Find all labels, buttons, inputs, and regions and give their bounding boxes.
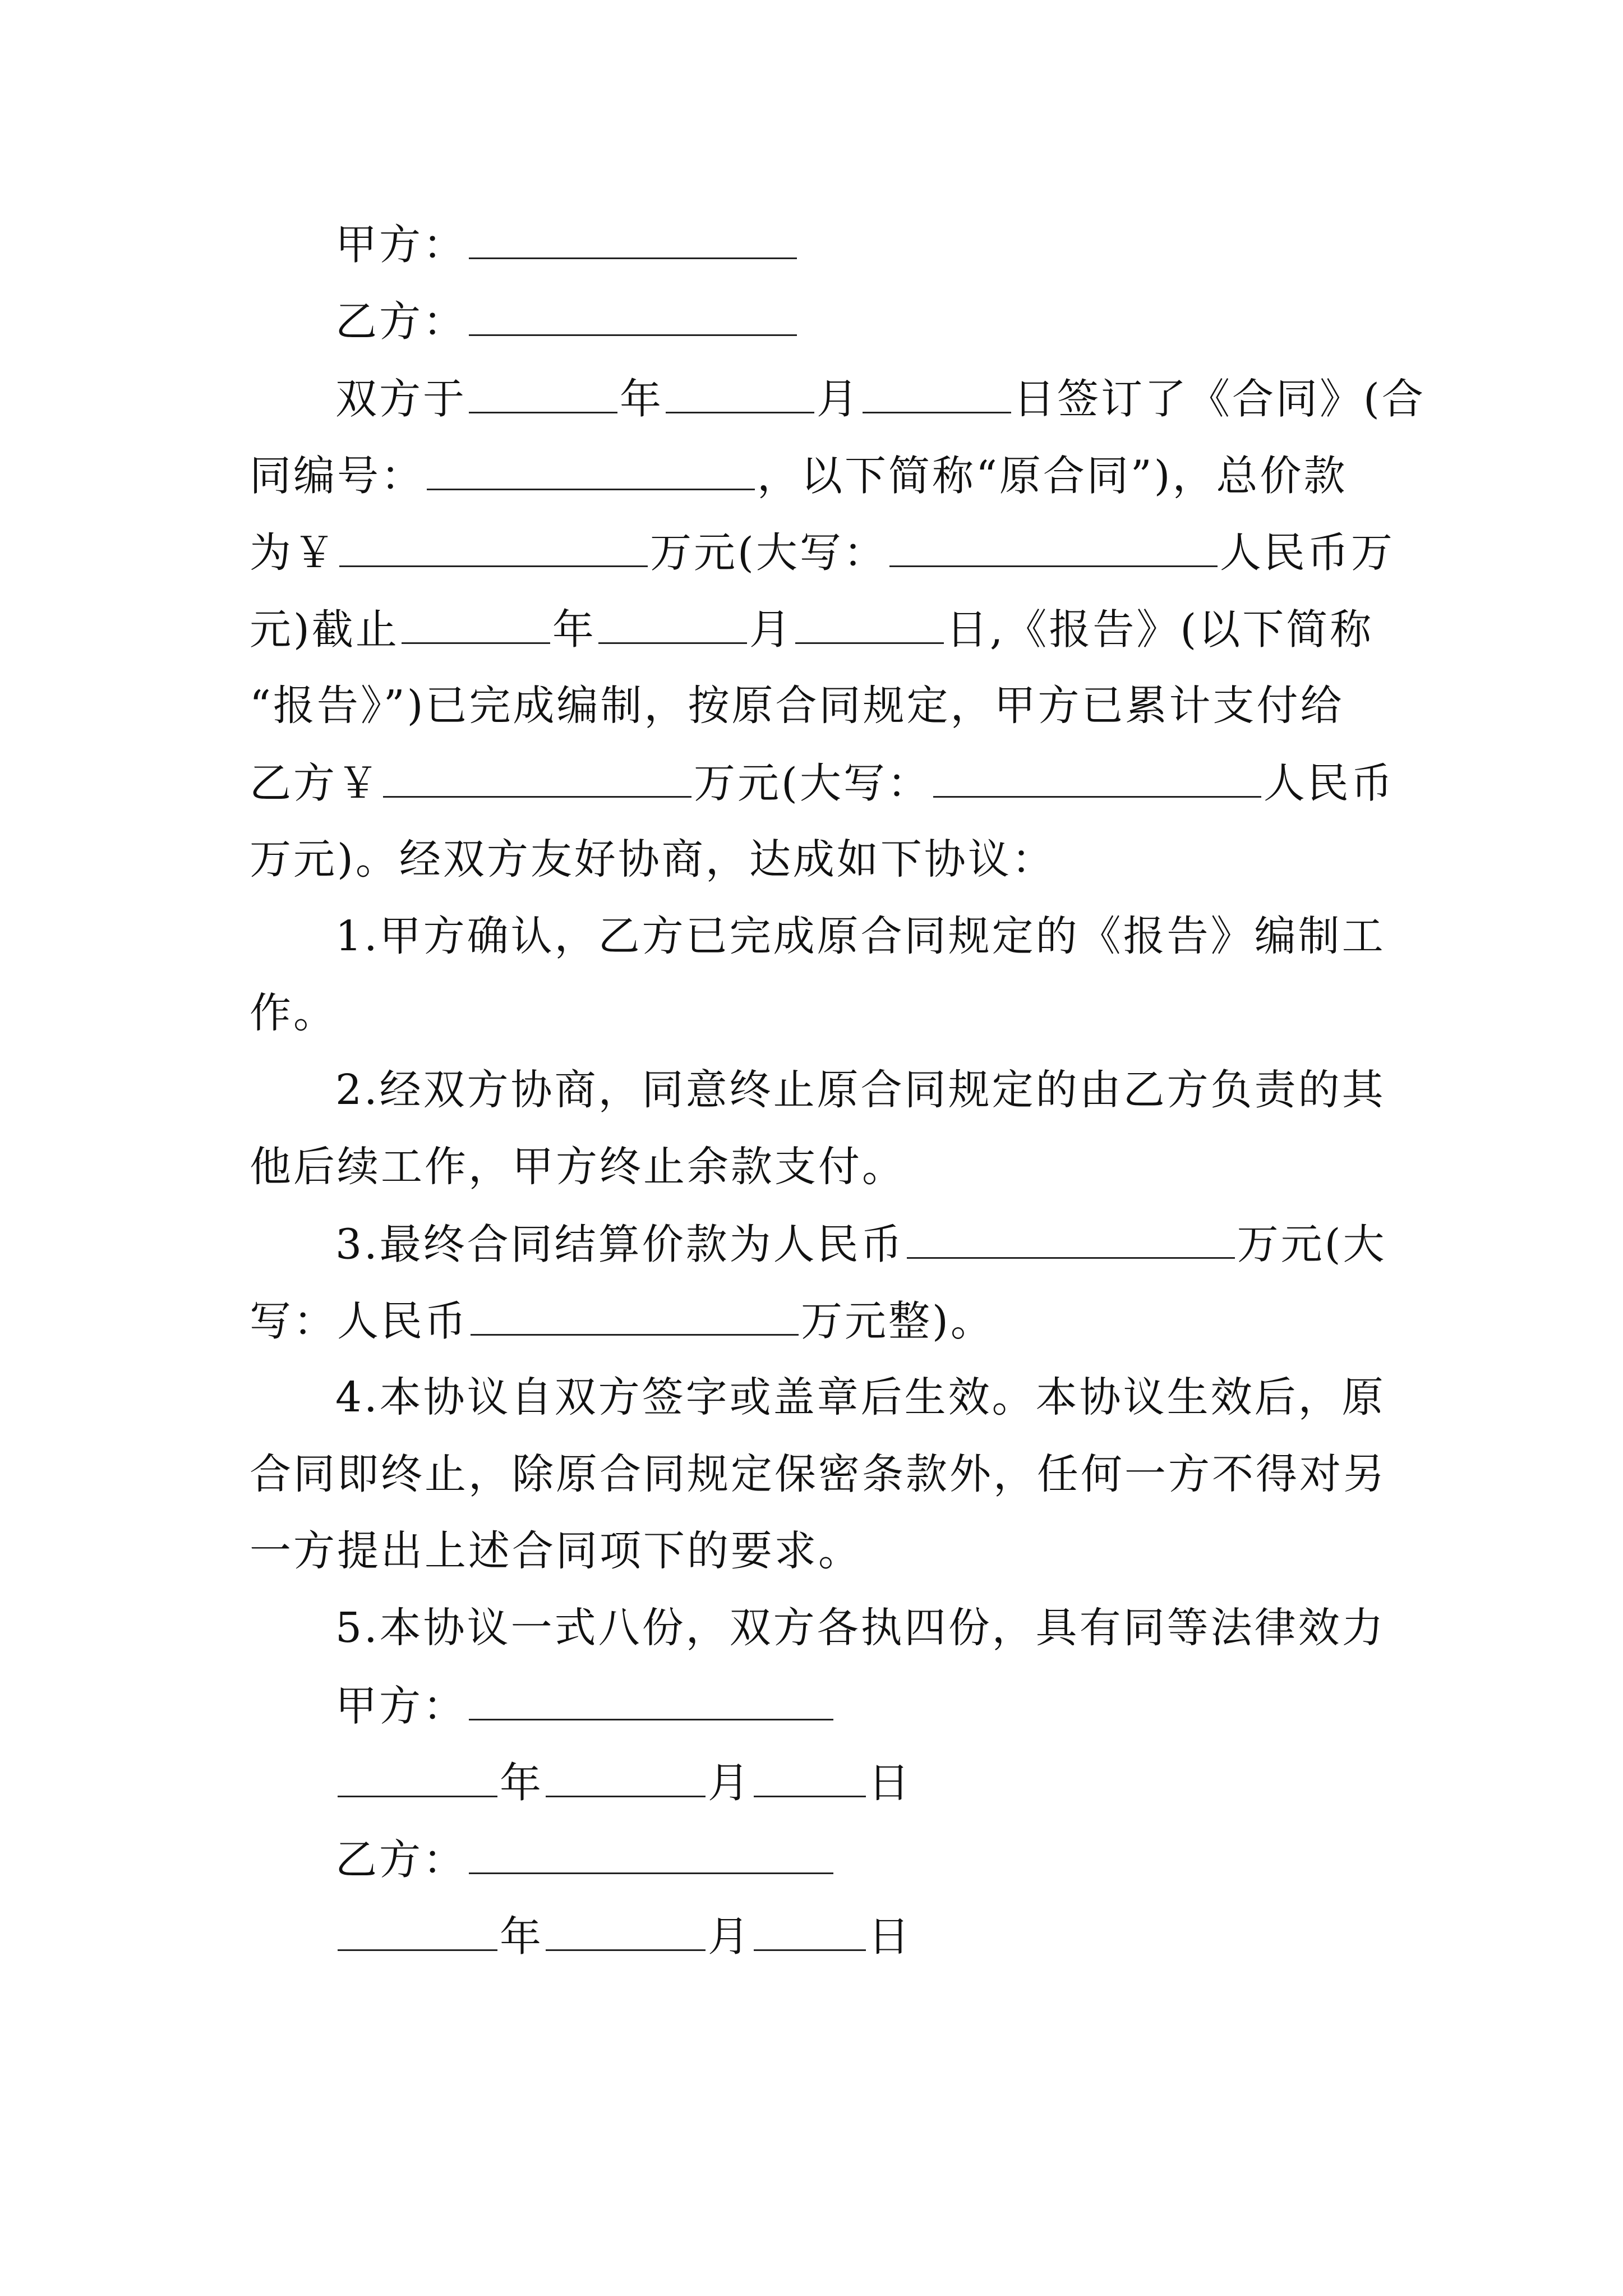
text: 一方提出上述合同项下的要求。 (250, 1527, 862, 1575)
text: 月 (708, 1759, 751, 1807)
text: “报告》”)已完成编制，按原合同规定，甲方已累计支付给 (250, 682, 1344, 730)
clause-1-line-1 (335, 912, 1386, 960)
text: 月 (817, 375, 860, 424)
body-line-6 (250, 759, 1395, 808)
signature-party-b (335, 1835, 836, 1884)
text: 双方于 (335, 375, 467, 424)
month-blank (546, 1915, 706, 1951)
text: 万元)。经双方友好协商，达成如下协议： (250, 835, 1055, 884)
day-blank (754, 1915, 866, 1951)
text: 人民币万 (1219, 528, 1395, 577)
final-amount-words-blank (471, 1300, 799, 1336)
body-line-5 (250, 682, 1344, 730)
text: 万元整)。 (801, 1297, 994, 1346)
clause-4-line-2 (250, 1450, 1387, 1498)
text: 作。 (250, 989, 337, 1037)
paid-amount-words-blank (933, 762, 1261, 798)
text: 年 (500, 1759, 543, 1807)
text: 乙方￥ (250, 759, 381, 808)
text: 万元(大写： (650, 528, 887, 577)
text: 月 (749, 605, 793, 654)
year-blank (469, 378, 617, 413)
paid-amount-blank (383, 762, 691, 798)
clause-2-line-2 (250, 1143, 906, 1191)
clause-2-line-1 (335, 1066, 1386, 1114)
signature-party-a-label: 甲方： (335, 1682, 467, 1731)
clause-1-line-2 (250, 989, 337, 1037)
total-amount-blank (339, 531, 648, 567)
party-b-label: 乙方： (335, 297, 467, 346)
party-a-label: 甲方： (335, 220, 467, 269)
clause-5-line-1 (335, 1604, 1386, 1652)
text: 他后续工作，甲方终止余款支付。 (250, 1143, 906, 1191)
party-a-blank (469, 223, 797, 259)
text: 人民币 (1263, 759, 1395, 808)
party-b-blank (469, 300, 797, 336)
text: 月 (708, 1912, 751, 1961)
party-a-line (335, 220, 799, 269)
text: 年 (552, 605, 596, 654)
body-line-1 (335, 375, 1426, 424)
month-blank (598, 608, 747, 644)
signature-party-a (335, 1682, 836, 1731)
text: 写：人民币 (250, 1297, 468, 1346)
text: ，以下简称“原合同”)，总价款 (757, 452, 1348, 500)
month-blank (546, 1761, 706, 1797)
text: 万元(大写： (694, 759, 931, 808)
text: 万元(大 (1237, 1220, 1387, 1269)
text: 年 (620, 375, 663, 424)
year-blank (338, 1761, 497, 1797)
month-blank (666, 378, 814, 413)
contract-number-blank (427, 454, 755, 490)
text: 为￥ (250, 528, 337, 577)
signature-party-a-date (335, 1759, 912, 1807)
text: 2.经双方协商，同意终止原合同规定的由乙方负责的其 (335, 1066, 1386, 1114)
clause-4-line-1 (335, 1373, 1386, 1421)
text: 1.甲方确认，乙方已完成原合同规定的《报告》编制工 (335, 912, 1386, 960)
year-blank (338, 1915, 497, 1951)
body-line-4 (250, 605, 1374, 654)
text: 3.最终合同结算价款为人民币 (335, 1220, 905, 1269)
text: 日 (868, 1759, 912, 1807)
text: 合同即终止，除原合同规定保密条款外，任何一方不得对另 (250, 1450, 1387, 1498)
day-blank (795, 608, 944, 644)
clause-3-line-1 (335, 1220, 1387, 1269)
text: 日签订了《合同》(合 (1013, 375, 1426, 424)
clause-3-line-2 (250, 1297, 994, 1346)
day-blank (863, 378, 1011, 413)
day-blank (754, 1761, 866, 1797)
text: 日,《报告》(以下简称 (946, 605, 1374, 654)
signature-party-a-blank (469, 1685, 833, 1720)
text: 元)截止 (250, 605, 399, 654)
final-amount-blank (907, 1223, 1235, 1259)
signature-party-b-date (335, 1912, 912, 1961)
year-blank (402, 608, 550, 644)
text: 5.本协议一式八份，双方各执四份，具有同等法律效力 (335, 1604, 1386, 1652)
party-b-line (335, 297, 799, 346)
signature-party-b-label: 乙方： (335, 1835, 467, 1884)
text: 年 (500, 1912, 543, 1961)
total-amount-words-blank (889, 531, 1218, 567)
body-line-7 (250, 835, 1055, 884)
body-line-2 (250, 452, 1348, 500)
text: 同编号： (250, 452, 425, 500)
body-line-3 (250, 528, 1395, 577)
text: 4.本协议自双方签字或盖章后生效。本协议生效后，原 (335, 1373, 1386, 1421)
text: 日 (868, 1912, 912, 1961)
signature-party-b-blank (469, 1838, 833, 1874)
clause-4-line-3 (250, 1527, 862, 1575)
